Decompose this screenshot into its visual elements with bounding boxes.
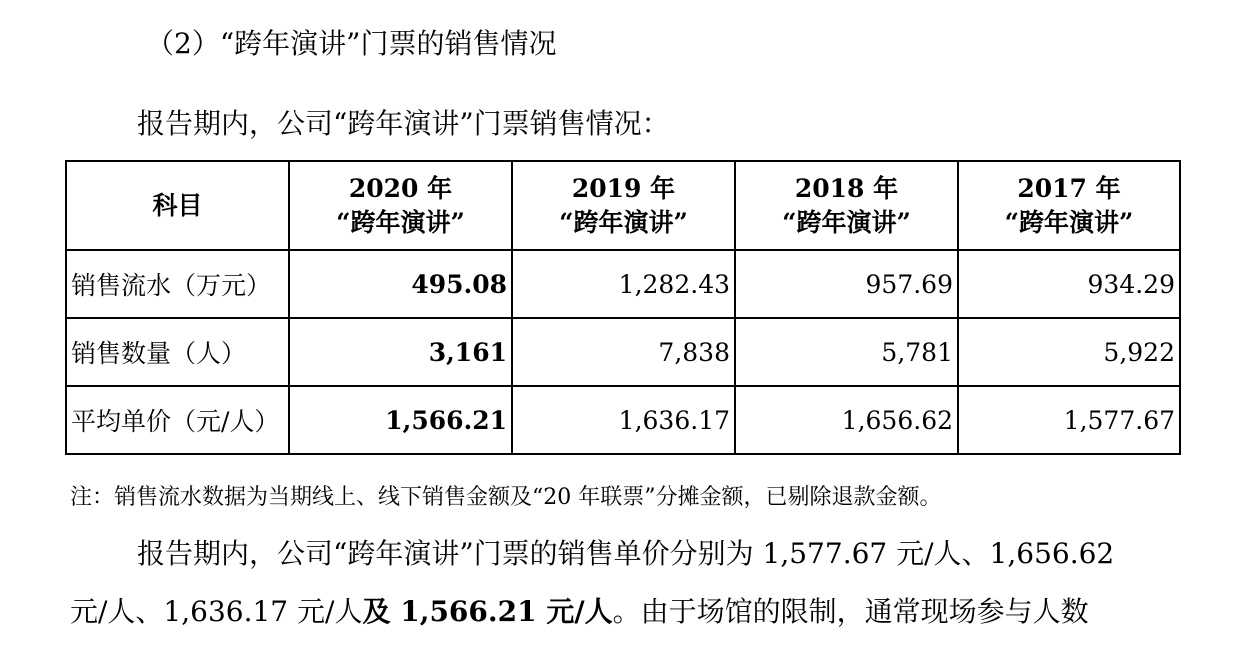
table-cell: 5,922 <box>958 318 1180 386</box>
table-cell: 7,838 <box>512 318 735 386</box>
text-segment: 元/人、1,636.17 元/人 <box>70 595 363 628</box>
table-cell: 3,161 <box>289 318 512 386</box>
header-cell-subject <box>66 161 289 250</box>
bold-text-segment: 及 1,566.21 元/人 <box>362 595 613 628</box>
header-cell-2019 <box>512 161 735 250</box>
header-line1: 2019 年 <box>571 173 676 203</box>
header-line1: 2018 年 <box>794 173 899 203</box>
row-label: 销售流水（万元） <box>66 250 289 318</box>
table-cell: 1,282.43 <box>512 250 735 318</box>
body-paragraph-line2 <box>70 590 1089 630</box>
table-cell: 957.69 <box>735 250 958 318</box>
table-cell: 1,656.62 <box>735 386 958 454</box>
body-paragraph-line1: 报告期内，公司“跨年演讲”门票的销售单价分别为 1,577.67 元/人、1,656.62 <box>137 537 1115 570</box>
header-cell-2018 <box>735 161 958 250</box>
intro-text: 报告期内，公司“跨年演讲”门票销售情况： <box>137 107 670 140</box>
header-line1: 科目 <box>152 190 203 220</box>
table-row <box>66 250 1180 318</box>
table-row <box>66 386 1180 454</box>
ticket-sales-table <box>65 160 1181 455</box>
row-label: 平均单价（元/人） <box>66 386 289 454</box>
header-cell-2017 <box>958 161 1180 250</box>
table-cell: 495.08 <box>289 250 512 318</box>
header-cell-2020 <box>289 161 512 250</box>
table-cell: 1,577.67 <box>958 386 1180 454</box>
row-label: 销售数量（人） <box>66 318 289 386</box>
table-cell: 934.29 <box>958 250 1180 318</box>
table-cell: 1,566.21 <box>289 386 512 454</box>
table-note: 注：销售流水数据为当期线上、线下销售金额及“20 年联票”分摊金额，已剔除退款金额。 <box>70 485 942 510</box>
text-segment: 。由于场馆的限制，通常现场参与人数 <box>612 595 1089 628</box>
header-line1: 2020 年 <box>348 173 453 203</box>
table-row <box>66 318 1180 386</box>
table-header-row <box>66 161 1180 250</box>
header-line2: “跨年演讲” <box>1004 207 1134 237</box>
header-line2: “跨年演讲” <box>782 207 911 237</box>
table-cell: 1,636.17 <box>512 386 735 454</box>
table-cell: 5,781 <box>735 318 958 386</box>
header-line2: “跨年演讲” <box>336 207 465 237</box>
section-heading: （2）“跨年演讲”门票的销售情况 <box>146 27 557 60</box>
header-line1: 2017 年 <box>1017 173 1121 203</box>
header-line2: “跨年演讲” <box>559 207 688 237</box>
